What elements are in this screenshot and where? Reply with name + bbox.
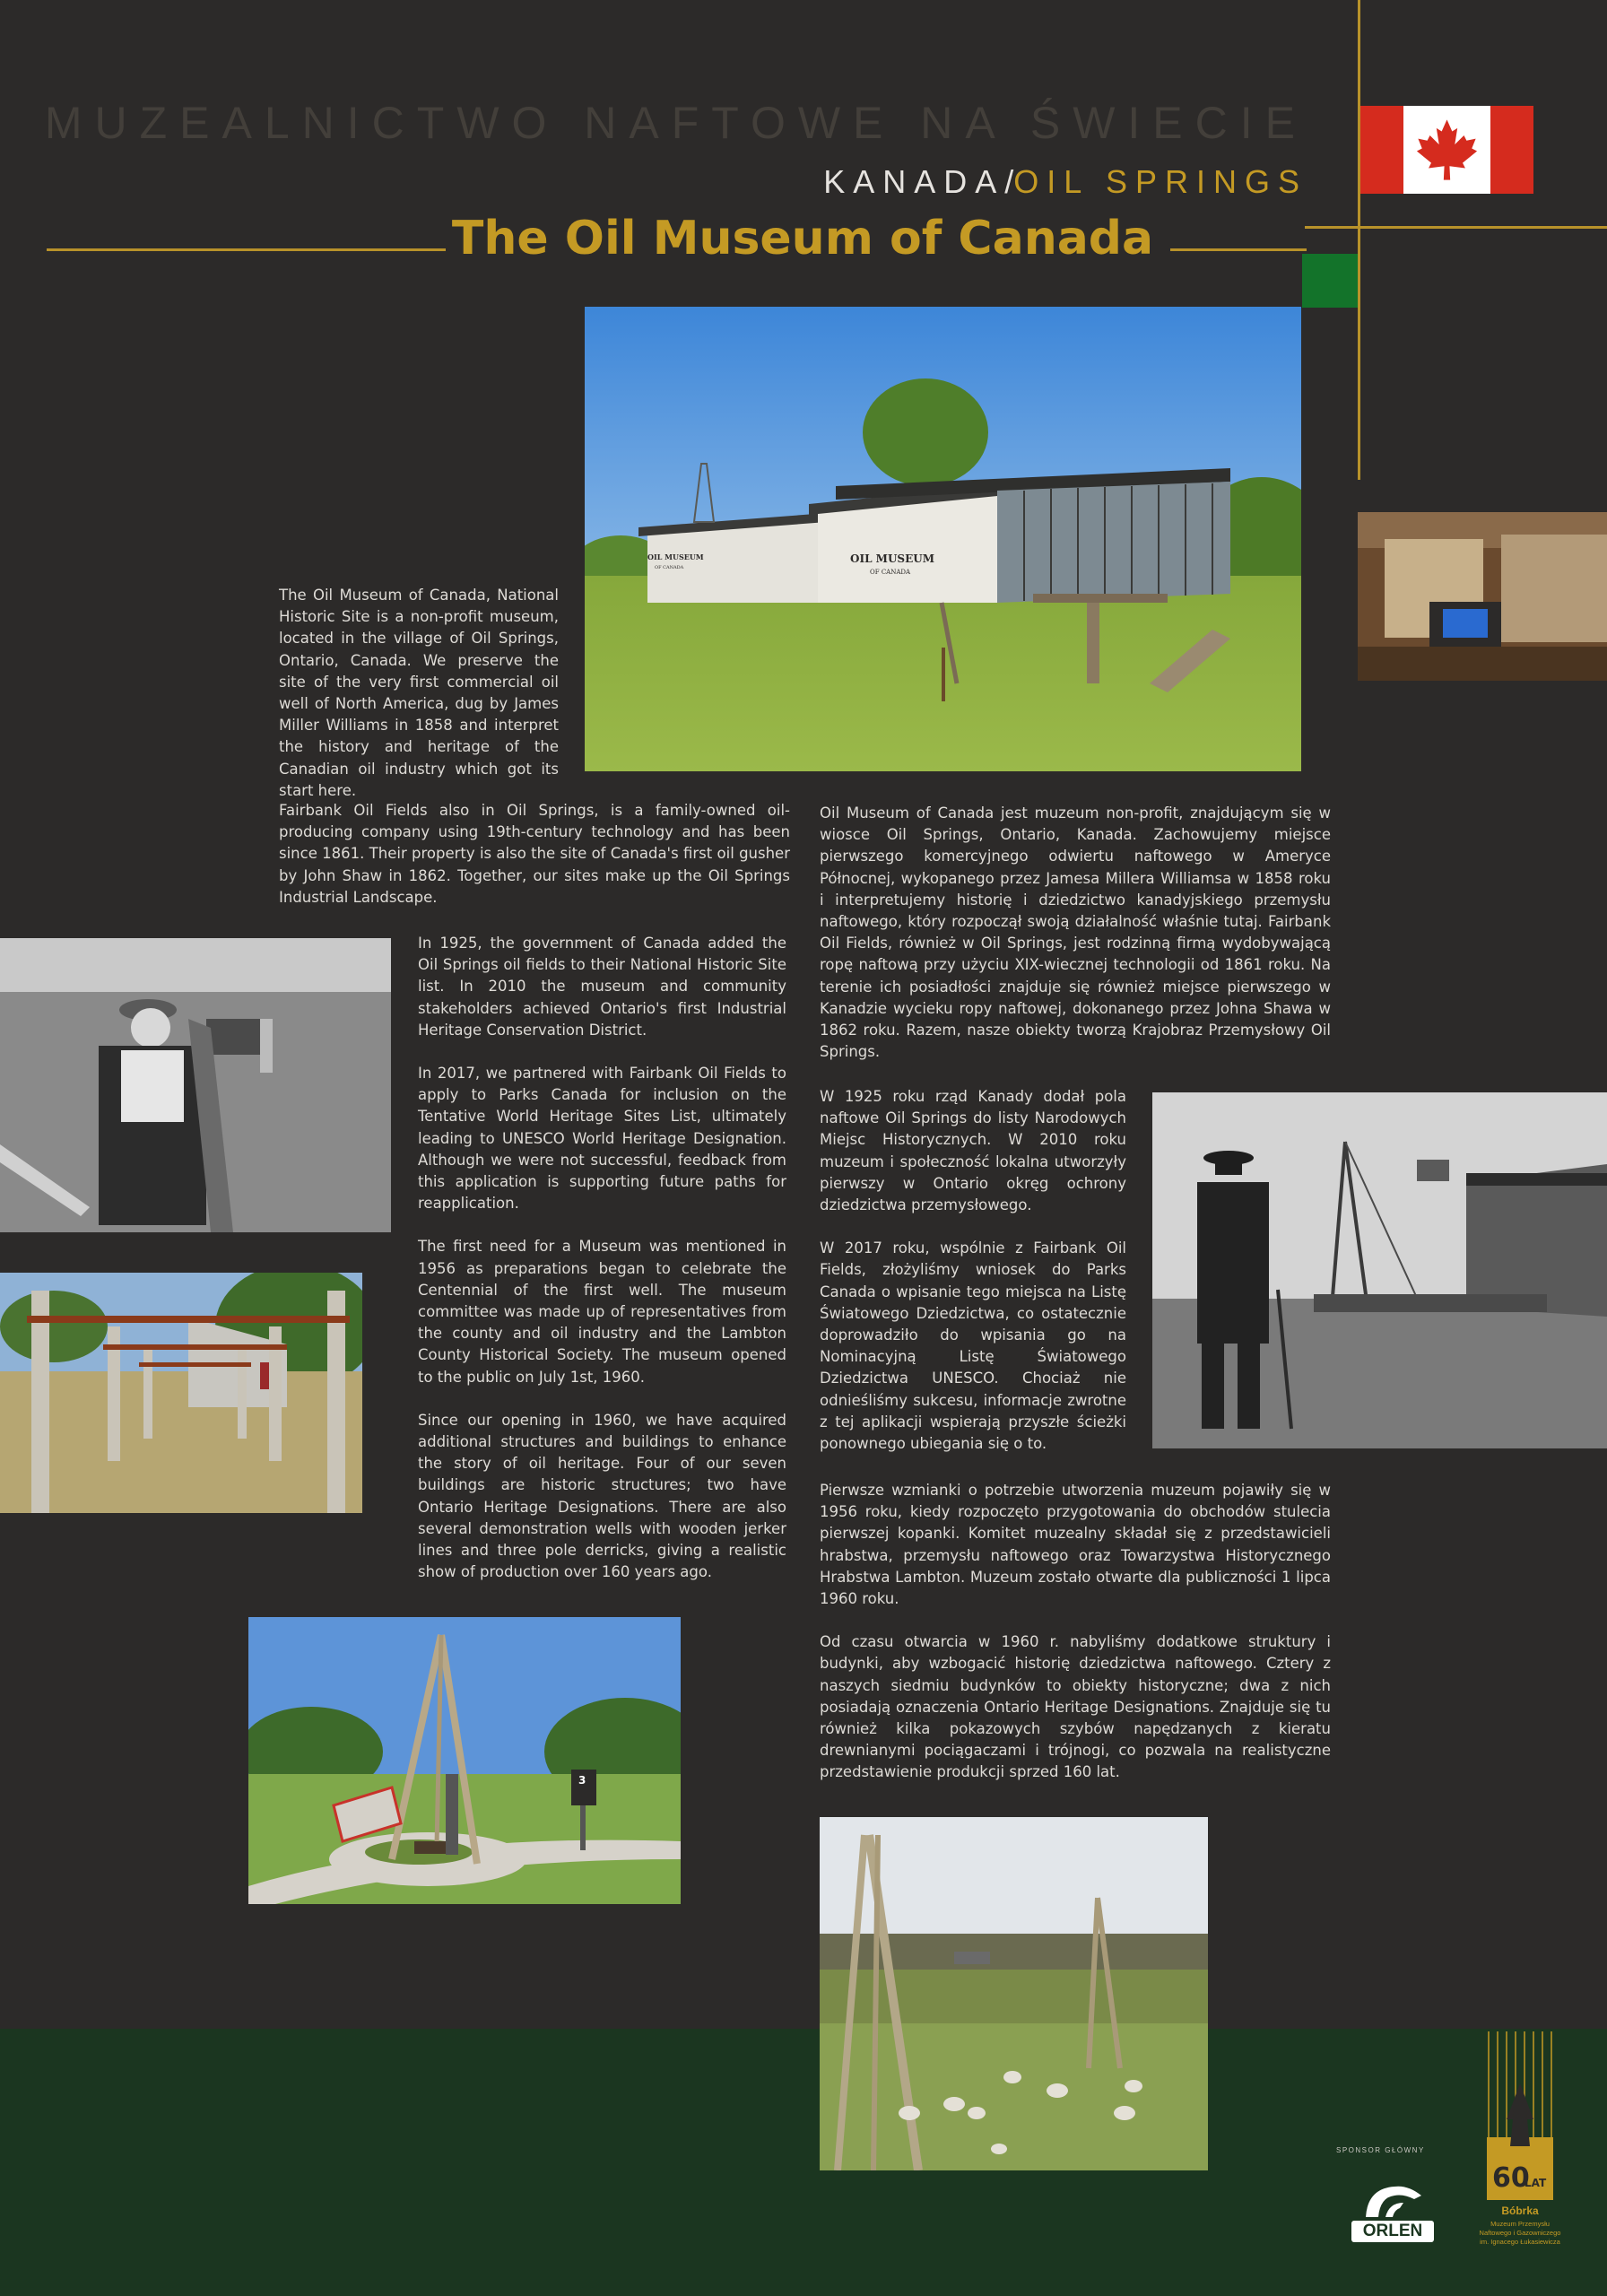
anniversary-suffix: LAT [1524,2177,1547,2189]
english-intro-continued: Fairbank Oil Fields also in Oil Springs, is a family-owned oil-producing company using 19th-century technology and has been since 1861. Their property is also the site of Canada's first oil gusher by John Shaw in 1862. Together, our sites make up the Oil Springs Industrial Landscape. [279,802,790,906]
jerker-lines-photo [0,1273,362,1513]
anniversary-number: 60 [1492,2162,1530,2194]
english-paragraph-2017: In 2017, we partnered with Fairbank Oil Fields to apply to Parks Canada for inclusion on the Tentative World Heritage Sites List, ultimately leading to UNESCO World Heritage Designation. Although we were not successful, feedback from this application is supporting future paths for reapplication. [418,1065,786,1213]
english-paragraph-1960: Since our opening in 1960, we have acquired additional structures and buildings to enhance the story of oil heritage. Four of our seven buildings are historic structures; two have Ontario Heritage Designations. There are also several demonstration wells with wooden jerker lines and three pole derricks, giving a realistic show of production over 160 years ago. [418,1411,786,1581]
polish-text-column-wide [820,1480,1331,1805]
derricks-sheep-photo [820,1817,1208,2170]
english-intro-text: The Oil Museum of Canada, National Historic Site is a non-profit museum, located in the village of Oil Springs, Ontario, Canada. We preserve the site of the very first commercial oil well of North America, dug by James Miller Williams in 1858 and interpret the history and heritage of the Canadian oil industry which got its start here. [279,587,559,799]
polish-intro-text: Oil Museum of Canada jest muzeum non-profit, znajdującym się w wiosce Oil Springs, Ontario, Kanada. Zachowujemy miejsce pierwszego komercyjnego odwiertu naftowego w Ameryce Północnej, wykopanego przez Jamesa Millera Williamsa w 1858 roku i interpretujemy historię i dziedzictwo kanadyjskiego przemysłu naftowego, który rozpoczął swoją działalność właśnie tutaj. Fairbank Oil Fields, również w Oil Springs, jest rodzinną firmą wydobywającą ropę naftową przy użyciu XIX-wiecznej technologii od 1861 roku. Na terenie ich posiadłości znajduje się również miejsce pierwszego w Kanadzie wycieku ropy naftowej, dokonanego przez Johna Shawa w 1862 roku. Razem, nasze obiekty tworzą Krajobraz Przemysłowy Oil Springs. [820,804,1331,1061]
museum-sign-main-sub: OF CANADA [870,569,911,576]
country-name: KANADA [823,163,1005,200]
museum-sign-left: OIL MUSEUM [647,552,704,561]
bobrka-subtitle-line-1: Muzeum Przemysłu [1490,2220,1550,2228]
polish-paragraph-1960: Od czasu otwarcia w 1960 r. nabyliśmy dodatkowe struktury i budynki, aby wzbogacić historię dziedzictwa naftowego. Cztery z naszych siedmiu budynków to obiekty historyczne; dwa z nich posiadają oznaczenia Ontario Heritage Designations. Znajduje się tu również kilka pokazowych szybów napędzanych z kieratu drewnianymi pociągaczami i trójnogi, co pozwala na realistyczne przedstawienie produkcji sprzed 160 lat. [820,1633,1331,1781]
orlen-wordmark: ORLEN [1351,2221,1434,2242]
bobrka-subtitle-line-3: im. Ignacego Łukasiewicza [1480,2238,1560,2246]
polish-paragraph-1925: W 1925 roku rząd Kanady dodał pola naftowe Oil Springs do listy Narodowych Miejsc Historycznych. W 2010 roku muzeum i społeczność lokalna utworzyły pierwszy w Ontario okręg ochrony dziedzictwa przemysłowego. [820,1088,1126,1214]
sponsor-label: SPONSOR GŁÓWNY [1336,2146,1425,2154]
english-text-column [418,933,786,1605]
historic-worker-photo [0,938,391,1232]
marker-number: 3 [578,1774,586,1787]
gold-vertical-rule [1358,0,1360,480]
polish-paragraph-2017: W 2017 roku, wspólnie z Fairbank Oil Fields, złożyliśmy wniosek do Parks Canada o wpisanie tego miejsca na Listę Światowego Dziedzictwa, co ostatecznie doprowadziło do wpisania go na Nominacyjną Listę Światowego Dziedzictwa UNESCO. Chociaż nie odnieśliśmy sukcesu, informacje zwrotne z tej aplikacji wspierają przyszłe ścieżki ponownego ubiegania się o to. [820,1239,1126,1453]
bobrka-title: Bóbrka [1501,2205,1539,2217]
museum-building-photo [585,307,1301,771]
polish-text-column-narrow [820,1086,1126,1476]
city-name: OIL SPRINGS [1013,163,1307,200]
english-paragraph-1925: In 1925, the government of Canada added the Oil Springs oil fields to their National Historic Site list. In 2010 the museum and community stakeholders achieved Ontario's first Industrial Heritage Conservation District. [418,935,786,1039]
bobrka-subtitle [1462,2220,1578,2247]
canada-flag-icon [1360,106,1533,194]
bottom-green-band [0,2029,1607,2296]
polish-paragraph-1956: Pierwsze wzmianki o potrzebie utworzenia muzeum pojawiły się w 1956 roku, kiedy rozpoczęto przygotowania do obchodów stulecia pierwszej kopanki. Komitet muzealny składał się z przedstawicieli hrabstwa, przemysłu naftowego oraz Towarzystwa Historycznego Hrabstwa Lambton. Muzeum zostało otwarte dla publiczności 1 lipca 1960 roku. [820,1482,1331,1608]
bobrka-subtitle-line-2: Naftowego i Gazowniczego [1479,2229,1561,2237]
english-paragraph-1956: The first need for a Museum was mentioned in 1956 as preparations began to celebrate the Centennial of the first well. The museum committee was made up of representatives from the county and oil industry and the Lambton County Historical Society. The museum opened to the public on July 1st, 1960. [418,1238,786,1386]
pole-derrick-photo [248,1617,681,1904]
museum-interior-photo [1358,512,1607,681]
title-rule-right [1170,248,1307,251]
location-subtitle [0,163,1307,201]
museum-sign-main: OIL MUSEUM [850,552,934,565]
series-kicker: MUZEALNICTWO NAFTOWE NA ŚWIECIE [44,98,1307,148]
green-accent-square [1302,254,1358,308]
subtitle-slash: / [1004,163,1014,200]
museum-sign-left-sub: OF CANADA [655,565,684,570]
historic-ceremony-photo [1152,1092,1607,1448]
title-rule-left [47,248,446,251]
gold-horizontal-rule [1305,226,1607,229]
page-title: The Oil Museum of Canada [451,212,1154,265]
